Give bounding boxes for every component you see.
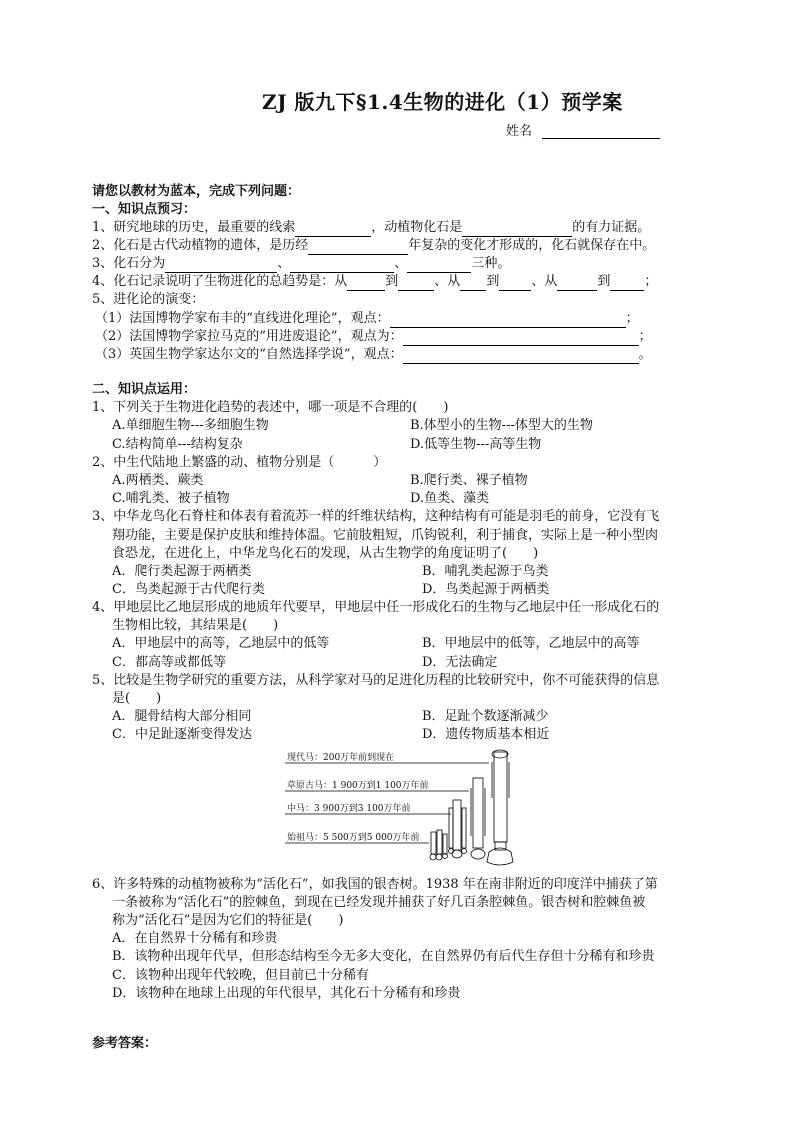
s2-q3-option-a[interactable]: A．爬行类起源于两栖类 bbox=[112, 564, 252, 579]
s1-q4-blank4[interactable] bbox=[499, 277, 531, 291]
s2-q3-line3: 食恐龙，在进化上，中华龙鸟化石的发现，从古生物学的角度证明了( ) bbox=[112, 546, 539, 561]
name-field bbox=[506, 120, 660, 139]
s2-q5-option-a[interactable]: A．腿骨结构大部分相同 bbox=[112, 709, 252, 724]
s2-q1-option-b[interactable]: B.体型小的生物---体型大的生物 bbox=[410, 418, 593, 433]
s1-q3: 3、化石分为 、 、 三种。 bbox=[92, 256, 511, 271]
s1-q4-blank5[interactable] bbox=[557, 277, 597, 291]
s1-q2-blank1[interactable] bbox=[308, 241, 408, 255]
s2-q3-line2: 翔功能，主要是保护皮肤和维持体温。它前肢粗短，爪钩锐利，利于捕食，实际上是一种小型肉 bbox=[112, 528, 659, 543]
figure-label-modern-horse: 现代马：200万年前到现在 bbox=[287, 753, 395, 763]
s2-q6-option-d[interactable]: D．该物种在地球上出现的年代很早，其化石十分稀有和珍贵 bbox=[112, 986, 461, 1001]
s2-q4-option-d[interactable]: D．无法确定 bbox=[422, 655, 498, 670]
page-title: ZJ 版九下§1.4生物的进化（1）预学案 bbox=[262, 90, 623, 114]
s1-q5-2-blank[interactable] bbox=[403, 332, 639, 346]
s2-q5-option-d[interactable]: D．遗传物质基本相近 bbox=[422, 727, 550, 742]
s2-q1-option-d[interactable]: D.低等生物---高等生物 bbox=[410, 437, 542, 452]
s2-q6-option-b[interactable]: B．该物种出现年代早，但形态结构至今无多大变化，在自然界仍有后代生存但十分稀有和珍贵 bbox=[112, 949, 655, 964]
s1-q1-blank1[interactable] bbox=[295, 223, 371, 237]
name-blank[interactable] bbox=[542, 124, 660, 139]
s2-q3-option-b[interactable]: B．哺乳类起源于鸟类 bbox=[422, 564, 549, 579]
horse-foot-evolution-figure bbox=[283, 748, 531, 870]
s2-q1-option-a[interactable]: A.单细胞生物---多细胞生物 bbox=[112, 418, 269, 433]
s1-q5-1: （1）法国博物学家布丰的“直线进化理论”，观点： ； bbox=[95, 311, 639, 326]
section2-heading: 二、知识点运用： bbox=[92, 382, 197, 397]
s2-q2-option-d[interactable]: D.鱼类、藻类 bbox=[410, 491, 490, 506]
s2-q3-line1: 3、中华龙鸟化石脊柱和体表有着流苏一样的纤维状结构，这种结构有可能是羽毛的前身，它没有飞 bbox=[92, 509, 660, 524]
s2-q4-line1: 4、甲地层比乙地层形成的地质年代要早，甲地层中任一形成化石的生物与乙地层中任一形成化石的 bbox=[92, 600, 660, 615]
answers-label: 参考答案： bbox=[92, 1036, 158, 1051]
s2-q4-option-a[interactable]: A．甲地层中的高等，乙地层中的低等 bbox=[112, 636, 330, 651]
s1-q5-1-blank[interactable] bbox=[390, 314, 626, 328]
s1-q5-3: （3）英国生物学家达尔文的“自然选择学说”，观点： 。 bbox=[95, 347, 652, 362]
s2-q2-option-b[interactable]: B.爬行类、裸子植物 bbox=[410, 473, 528, 488]
s2-q4-line2: 生物相比较，其结果是( ) bbox=[112, 618, 279, 633]
s2-q1-stem: 1、下列关于生物进化趋势的表述中，哪一项是不合理的( ) bbox=[92, 400, 449, 415]
s2-q6-line3: 称为“活化石”是因为它们的特征是( ) bbox=[112, 913, 344, 928]
s2-q2-option-c[interactable]: C.哺乳类、被子植物 bbox=[112, 491, 230, 506]
s1-q1: 1、研究地球的历史，最重要的线索 ，动植物化石是 的有力证据。 bbox=[92, 220, 651, 235]
figure-label-merychippus: 草原古马：1 900万到1 100万年前 bbox=[287, 781, 429, 791]
s2-q5-line2: 是( ) bbox=[112, 691, 162, 706]
s2-q6-option-c[interactable]: C．该物种出现年代较晚，但目前已十分稀有 bbox=[112, 968, 369, 983]
s2-q6-option-a[interactable]: A．在自然界十分稀有和珍贵 bbox=[112, 931, 278, 946]
s1-q4-blank6[interactable] bbox=[610, 277, 644, 291]
s1-q3-blank1[interactable] bbox=[165, 259, 277, 273]
intro-text: 请您以教材为蓝本，完成下列问题： bbox=[92, 184, 301, 199]
s2-q6-line1: 6、许多特殊的动植物被称为“活化石”，如我国的银杏树。1938 年在南非附近的印度洋中捕获了第 bbox=[92, 877, 658, 892]
s1-q5-3-blank[interactable] bbox=[403, 350, 639, 364]
s2-q3-option-c[interactable]: C．鸟类起源于古代爬行类 bbox=[112, 582, 265, 597]
s1-q2: 2、化石是古代动植物的遗体，是历经 年复杂的变化才形成的，化石就保存在中。 bbox=[92, 238, 656, 253]
s2-q6-line2: 一条被称为“活化石”的腔棘鱼，到现在已经发现并捕获了好几百条腔棘鱼。银杏树和腔棘鱼被 bbox=[112, 895, 646, 910]
s1-q3-blank3[interactable] bbox=[407, 259, 471, 273]
s2-q2-option-a[interactable]: A.两栖类、蕨类 bbox=[112, 473, 204, 488]
s1-q1-blank2[interactable] bbox=[462, 223, 572, 237]
figure-label-mesohippus: 中马：3 900万到3 100万年前 bbox=[287, 804, 411, 814]
s2-q2-stem: 2、中生代陆地上繁盛的动、植物分别是（ ） bbox=[92, 455, 387, 470]
name-label: 姓名 bbox=[506, 124, 533, 139]
s1-q3-blank2[interactable] bbox=[290, 259, 394, 273]
figure-label-eohippus: 始祖马：5 500万到5 000万年前 bbox=[287, 833, 420, 843]
s1-q4: 4、化石记录说明了生物进化的总趋势是：从 到 、从 到 、从 到 ； bbox=[92, 274, 658, 289]
s2-q1-option-c[interactable]: C.结构简单---结构复杂 bbox=[112, 437, 243, 452]
s1-q5-2: （2）法国博物学家拉马克的“用进废退论”，观点为： ； bbox=[95, 329, 652, 344]
s1-q4-blank1[interactable] bbox=[347, 277, 385, 291]
s1-q5: 5、进化论的演变： bbox=[92, 292, 205, 307]
s1-q4-blank2[interactable] bbox=[398, 277, 434, 291]
s2-q4-option-c[interactable]: C．都高等或都低等 bbox=[112, 655, 226, 670]
s2-q3-option-d[interactable]: D．鸟类起源于两栖类 bbox=[422, 582, 550, 597]
s1-q4-blank3[interactable] bbox=[460, 277, 486, 291]
s2-q4-option-b[interactable]: B．甲地层中的低等，乙地层中的高等 bbox=[422, 636, 640, 651]
section1-heading: 一、知识点预习： bbox=[92, 202, 197, 217]
s2-q5-option-c[interactable]: C．中足趾逐渐变得发达 bbox=[112, 727, 252, 742]
s2-q5-line1: 5、比较是生物学研究的重要方法，从科学家对马的足进化历程的比较研究中，你不可能获得的信息 bbox=[92, 673, 660, 688]
s2-q5-option-b[interactable]: B．足趾个数逐渐减少 bbox=[422, 709, 549, 724]
horse-foot-bones-drawing bbox=[283, 748, 531, 870]
